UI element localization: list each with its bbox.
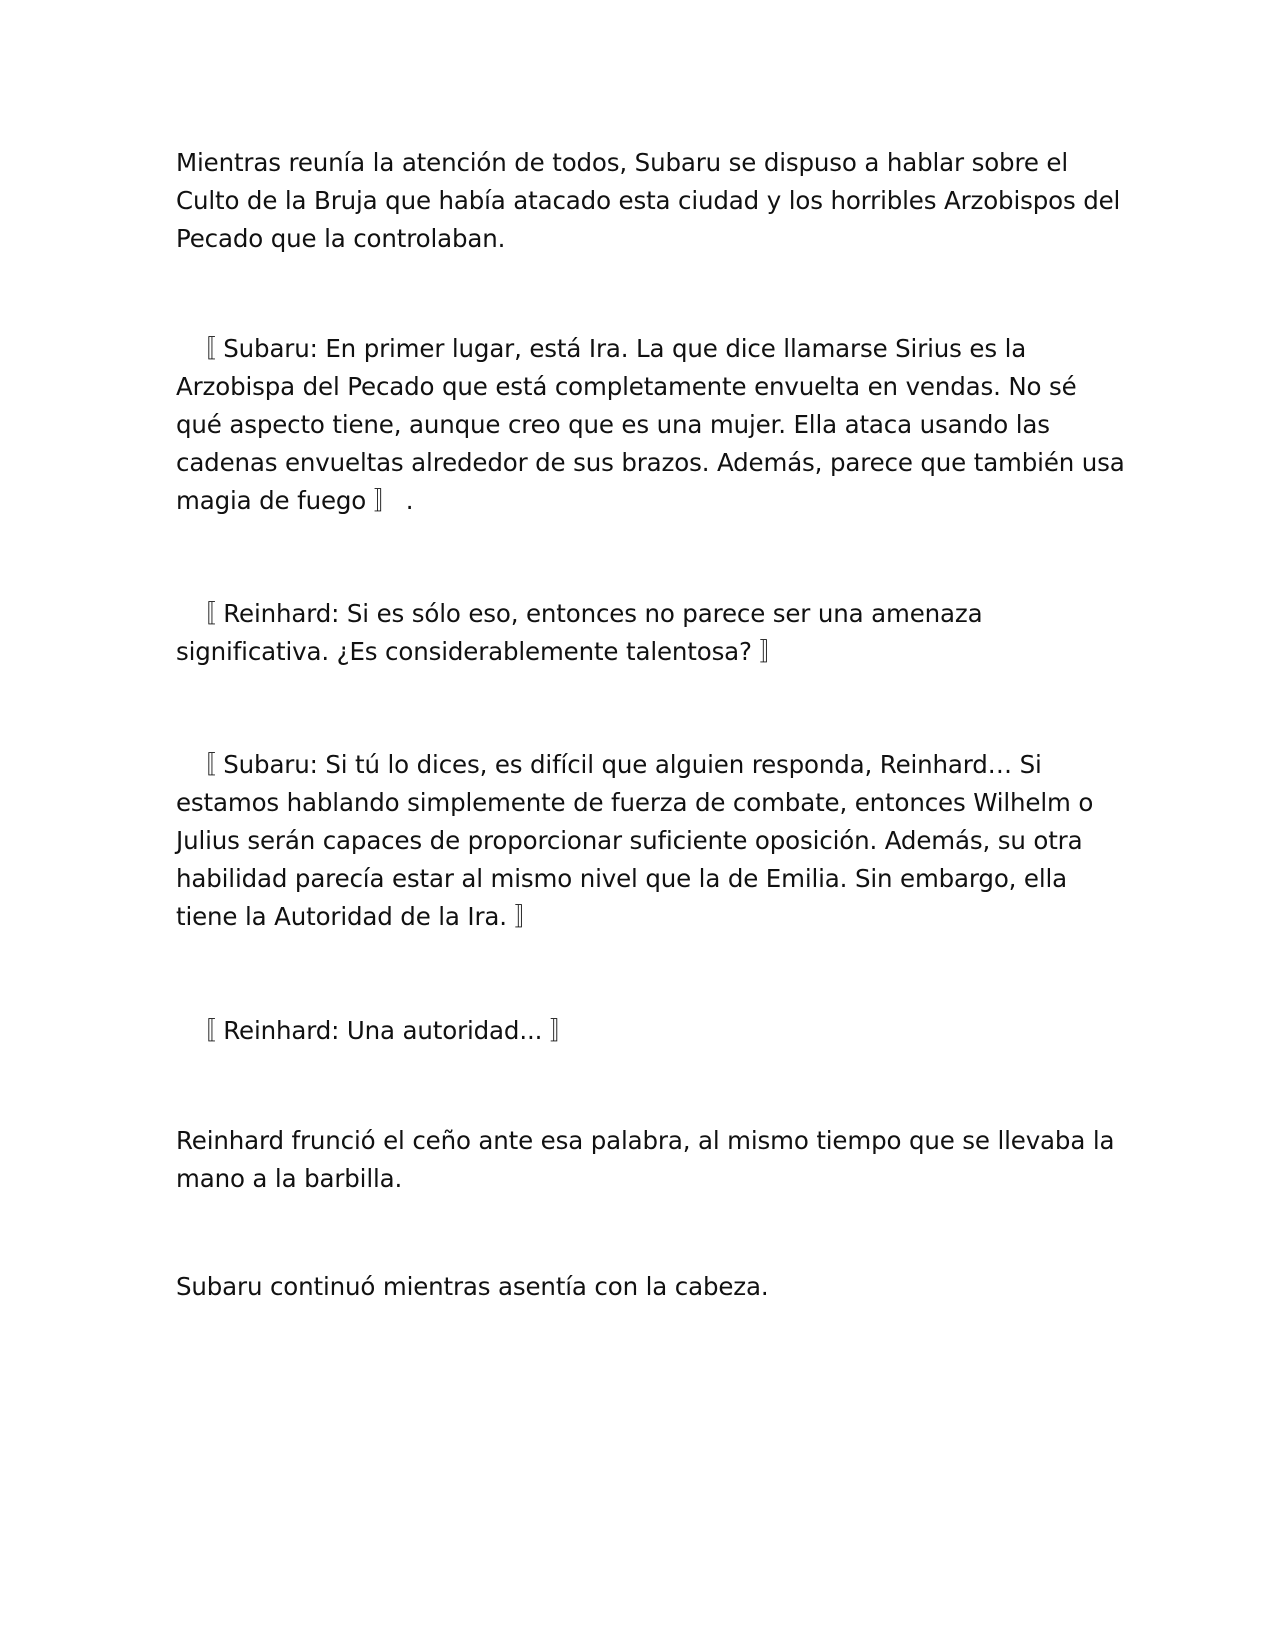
paragraph-dialogue-subaru-2	[176, 746, 1106, 936]
text-line: habilidad parecía estar al mismo nivel que la de Emilia. Sin embargo, ella	[176, 864, 1068, 893]
text-line: Arzobispa del Pecado que está completamente envuelta en vendas. No sé	[176, 372, 1077, 401]
paragraph-narration-subaru	[176, 1268, 1106, 1306]
text-line: 〚 Subaru: En primer lugar, está Ira. La que dice llamarse Sirius es la	[176, 334, 1027, 363]
paragraph-dialogue-reinhard-1	[176, 595, 1106, 671]
text-line: magia de fuego 〛 .	[176, 486, 414, 515]
text-line: cadenas envueltas alrededor de sus brazos. Además, parece que también usa	[176, 448, 1125, 477]
text-line: 〚 Reinhard: Una autoridad... 〛	[176, 1016, 575, 1045]
paragraph-narration-intro	[176, 144, 1121, 258]
paragraph-dialogue-reinhard-2	[176, 1012, 1106, 1050]
text-line: mano a la barbilla.	[176, 1164, 403, 1193]
text-line: Subaru continuó mientras asentía con la cabeza.	[176, 1272, 769, 1301]
paragraph-dialogue-subaru-1	[176, 330, 1125, 520]
text-line: Reinhard frunció el ceño ante esa palabra, al mismo tiempo que se llevaba la	[176, 1126, 1115, 1155]
text-line: tiene la Autoridad de la Ira. 〛	[176, 902, 539, 931]
text-line: estamos hablando simplemente de fuerza de combate, entonces Wilhelm o	[176, 788, 1094, 817]
text-line: Mientras reunía la atención de todos, Subaru se dispuso a hablar sobre el	[176, 148, 1068, 177]
text-line: 〚 Reinhard: Si es sólo eso, entonces no parece ser una amenaza	[176, 599, 983, 628]
text-line: 〚 Subaru: Si tú lo dices, es difícil que alguien responda, Reinhard… Si	[176, 750, 1042, 779]
text-line: Pecado que la controlaban.	[176, 224, 506, 253]
text-line: Julius serán capaces de proporcionar suficiente oposición. Además, su otra	[176, 826, 1083, 855]
paragraph-narration-reinhard	[176, 1122, 1115, 1198]
text-line: Culto de la Bruja que había atacado esta ciudad y los horribles Arzobispos del	[176, 186, 1121, 215]
text-line: qué aspecto tiene, aunque creo que es una mujer. Ella ataca usando las	[176, 410, 1050, 439]
text-line: significativa. ¿Es considerablemente talentosa? 〛	[176, 637, 784, 666]
